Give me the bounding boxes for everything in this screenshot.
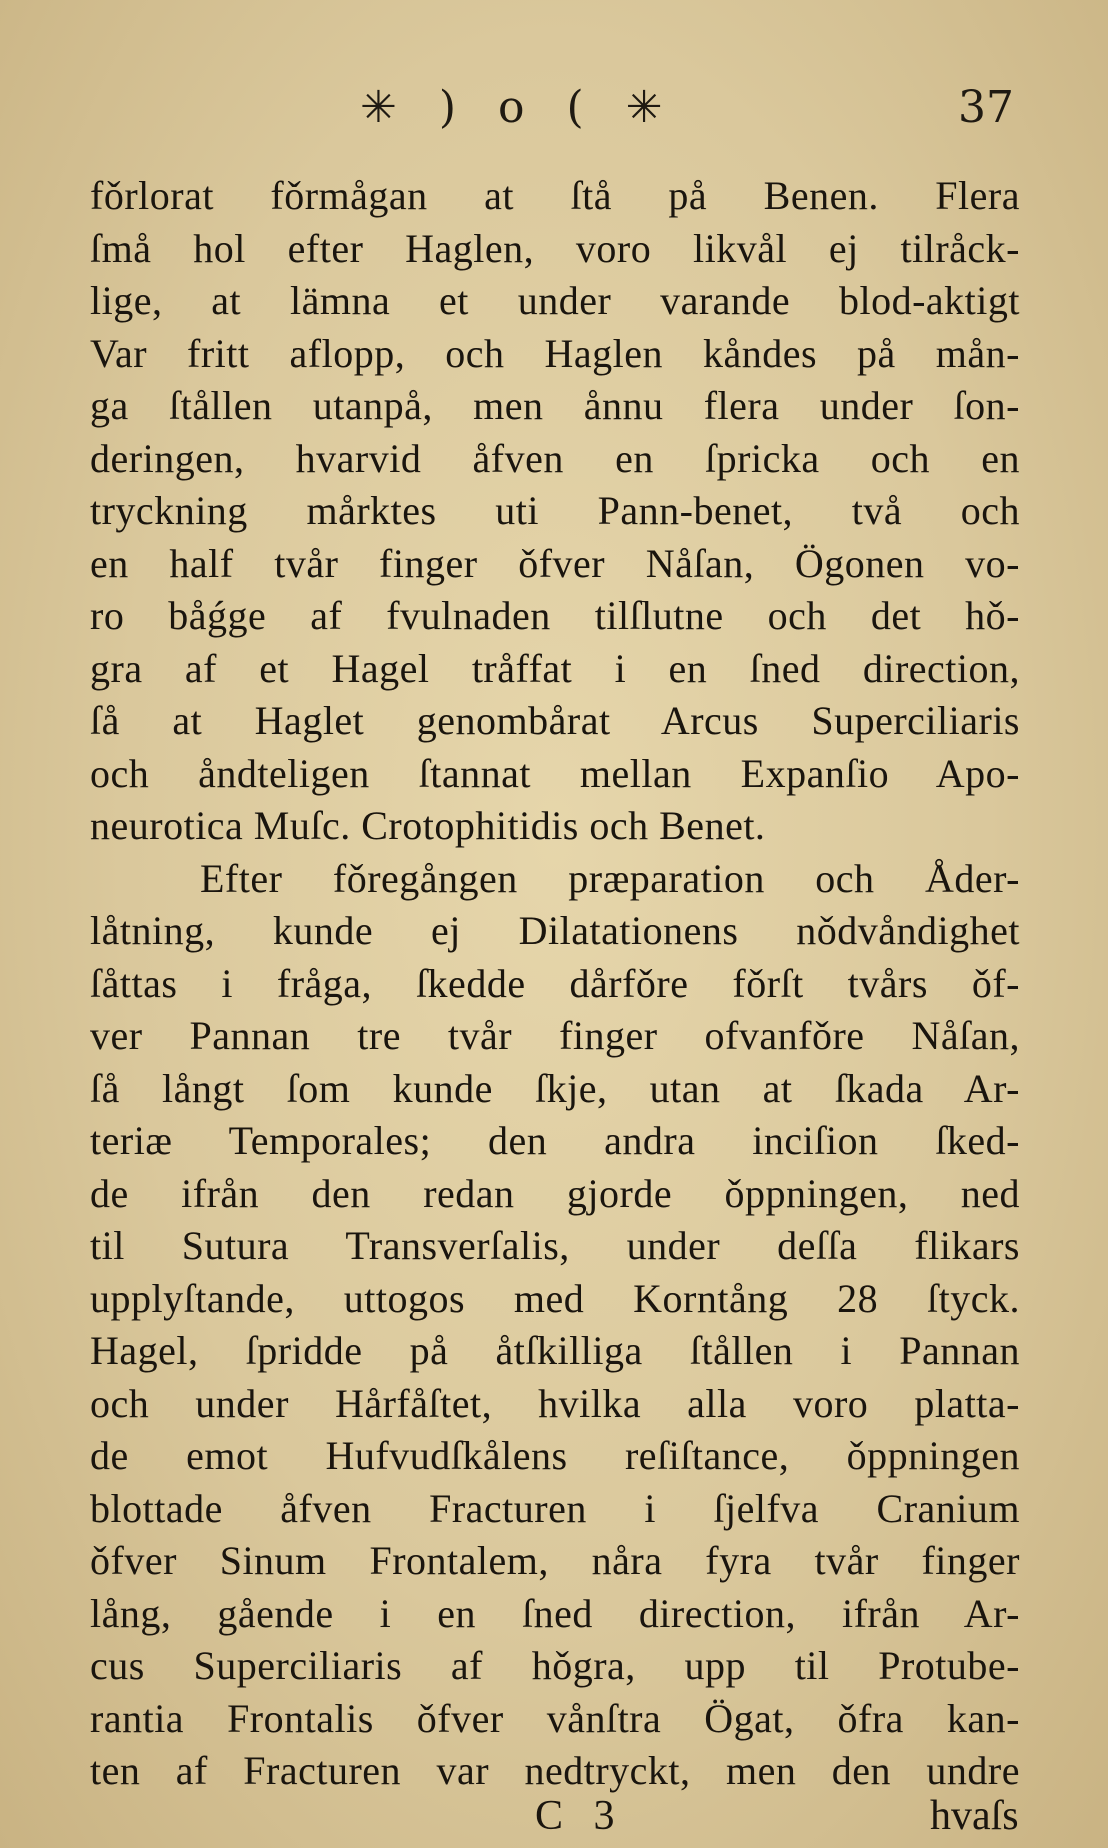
text-line: ſå långt ſom kunde ſkje, utan at ſkada Ar- bbox=[90, 1065, 1020, 1111]
text-line: Hagel, ſpridde på åtſkilliga ſtållen i Pannan bbox=[90, 1328, 1020, 1373]
signature-mark: C 3 bbox=[535, 1793, 625, 1839]
text-line: och åndteligen ſtannat mellan Expanſio Apo- bbox=[90, 750, 1020, 796]
text-line: ǒfver Sinum Frontalem, nåra fyra tvår finger bbox=[90, 1538, 1020, 1583]
catchword: hvaſs bbox=[930, 1793, 1019, 1839]
text-line: en half tvår finger ǒfver Nåſan, Ögonen vo- bbox=[90, 540, 1020, 586]
text-line: tryckning mårktes uti Pann-benet, två och bbox=[90, 488, 1020, 533]
text-line: til Sutura Transverſalis, under deſſa flikars bbox=[90, 1223, 1020, 1268]
text-line: de ifrån den redan gjorde ǒppningen, ned bbox=[90, 1170, 1020, 1216]
text-line: fǒrlorat fǒrmågan at ſtå på Benen. Flera bbox=[90, 173, 1020, 218]
text-line: ſå at Haglet genombårat Arcus Superciliaris bbox=[90, 698, 1020, 743]
text-line: ſmå hol efter Haglen, voro likvål ej tilråck- bbox=[90, 225, 1020, 271]
text-line: neurotica Muſc. Crotophitidis och Benet. bbox=[90, 803, 766, 848]
page-header bbox=[0, 82, 1108, 142]
body-text bbox=[90, 170, 1020, 1798]
text-line: lige, at lämna et under varande blod-aktigt bbox=[90, 278, 1020, 323]
text-line: rantia Frontalis ǒfver vånſtra Ögat, ǒfra kan- bbox=[90, 1695, 1020, 1741]
text-line: Efter fǒregången præparation och Åder- bbox=[200, 855, 1020, 901]
text-line: ſåttas i fråga, ſkedde dårfǒre fǒrſt tvårs ǒf- bbox=[90, 960, 1020, 1006]
text-line: teriæ Temporales; den andra inciſion ſked- bbox=[90, 1118, 1020, 1163]
text-line: de emot Hufvudſkålens reſiſtance, ǒppningen bbox=[90, 1433, 1020, 1478]
text-line: cus Superciliaris af hǒgra, upp til Protube- bbox=[90, 1643, 1020, 1688]
text-line: blottade åfven Fracturen i ſjelfva Cranium bbox=[90, 1485, 1020, 1531]
page-number: 37 bbox=[958, 82, 1014, 133]
text-line: låtning, kunde ej Dilatationens nǒdvåndighet bbox=[90, 908, 1020, 953]
text-line: och under Hårfåſtet, hvilka alla voro platta- bbox=[90, 1380, 1020, 1426]
text-line: ten af Fracturen var nedtryckt, men den undre bbox=[90, 1748, 1020, 1793]
text-line: upplyſtande, uttogos med Korntång 28 ſtyck. bbox=[90, 1275, 1020, 1321]
header-ornament: ✳ ) o ( ✳ bbox=[360, 82, 677, 133]
text-line: ga ſtållen utanpå, men ånnu flera under ſon- bbox=[90, 383, 1020, 428]
text-line: lång, gående i en ſned direction, ifrån Ar- bbox=[90, 1590, 1020, 1636]
text-line: deringen, hvarvid åfven en ſpricka och en bbox=[90, 435, 1020, 481]
text-line: ro båǵge af fvulnaden tilſlutne och det hǒ- bbox=[90, 593, 1020, 638]
text-line: ver Pannan tre tvår finger ofvanfǒre Nåſan, bbox=[90, 1013, 1020, 1058]
text-line: gra af et Hagel tråffat i en ſned direction, bbox=[90, 645, 1020, 691]
text-line: Var fritt aflopp, och Haglen kåndes på mån- bbox=[90, 330, 1020, 376]
page-footer bbox=[0, 1792, 1108, 1844]
